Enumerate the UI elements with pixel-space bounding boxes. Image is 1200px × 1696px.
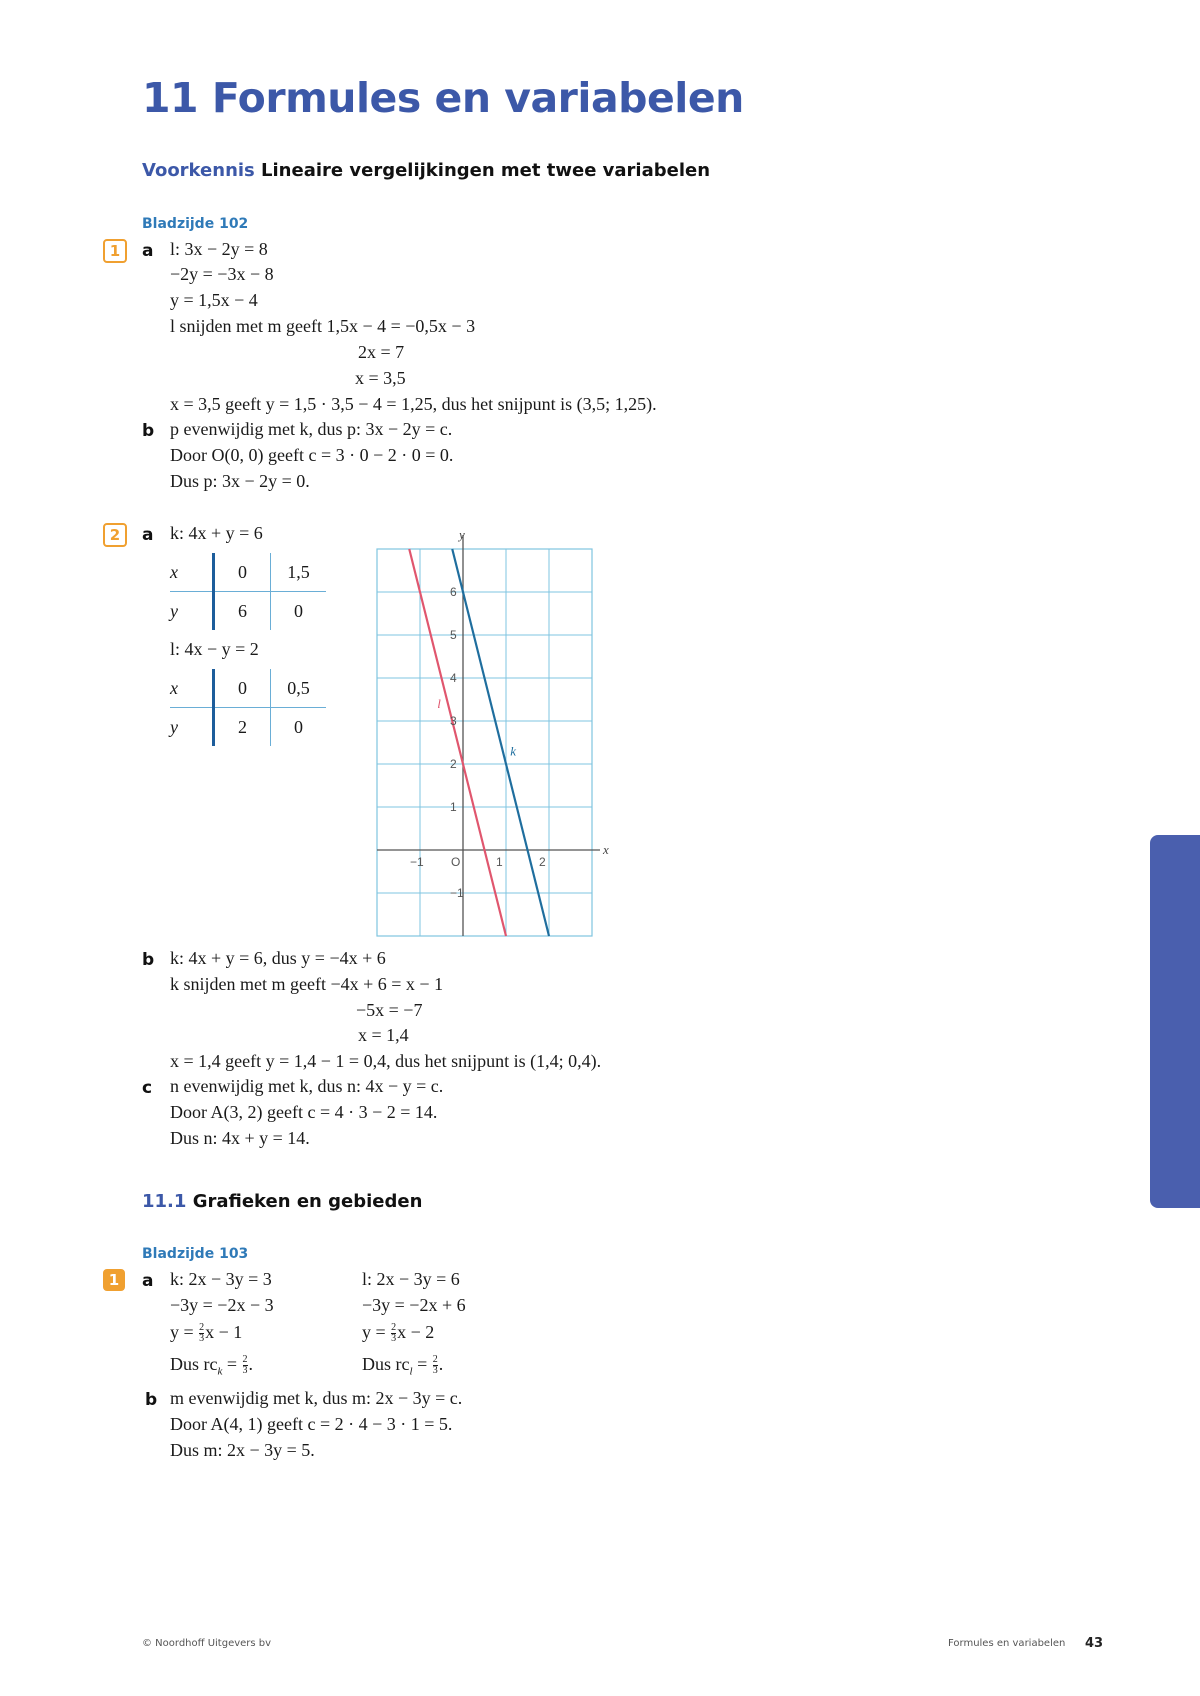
exercise-number: 1	[103, 1269, 125, 1291]
equation-line: Door A(4, 1) geeft c = 2 · 4 − 3 · 1 = 5.	[170, 1414, 453, 1434]
exercise-number: 2	[103, 523, 127, 547]
line-label-k: k	[510, 743, 517, 759]
section-title: Grafieken en gebieden	[192, 1191, 423, 1212]
equation-line: Dus m: 2x − 3y = 5.	[170, 1440, 315, 1460]
equation-line: l snijden met m geeft 1,5x − 4 = −0,5x − 3	[170, 316, 476, 336]
equation-line: l: 4x − y = 2	[170, 639, 259, 659]
chapter-side-tab	[1150, 835, 1200, 1208]
part-label: b	[145, 1390, 158, 1410]
y-tick-label: 6	[450, 585, 457, 599]
page-reference: Bladzijde 102	[142, 216, 249, 232]
equation-line: k: 4x + y = 6, dus y = −4x + 6	[170, 948, 386, 968]
table-cell: x	[170, 669, 214, 708]
equation-line: k: 4x + y = 6	[170, 523, 263, 543]
equation-line: k snijden met m geeft −4x + 6 = x − 1	[170, 974, 444, 994]
part-label: c	[142, 1078, 153, 1098]
equation-line: Door A(3, 2) geeft c = 4 · 3 − 2 = 14.	[170, 1102, 438, 1122]
equation-line: −2y = −3x − 8	[170, 264, 274, 284]
section-number: 11.1	[142, 1191, 187, 1212]
equation-line: Dus p: 3x − 2y = 0.	[170, 471, 310, 491]
equation-line: Door O(0, 0) geeft c = 3 · 0 − 2 · 0 = 0.	[170, 445, 454, 465]
equation-line: l: 2x − 3y = 6	[362, 1269, 460, 1289]
equation-line: x = 1,4	[358, 1025, 409, 1045]
equation-line: y = $\frac{2}{3}$ x − 1	[170, 1322, 243, 1345]
line-label-l: l	[437, 696, 441, 712]
table-cell: 2	[214, 708, 271, 747]
value-table-l	[170, 669, 326, 746]
part-label: a	[142, 241, 154, 261]
part-label: b	[142, 421, 155, 441]
section-heading	[142, 160, 710, 181]
y-tick-label: 2	[450, 757, 457, 771]
y-tick-label: 3	[450, 714, 457, 728]
equation-line: y = $\frac{2}{3}$ x − 2	[362, 1322, 435, 1345]
equation-line: y = 1,5x − 4	[170, 290, 258, 310]
graph-grid	[377, 549, 592, 936]
part-label: a	[142, 525, 154, 545]
table-cell: 0	[271, 708, 327, 747]
equation-line: x = 1,4 geeft y = 1,4 − 1 = 0,4, dus het snijpunt is (1,4; 0,4).	[170, 1051, 602, 1071]
page-reference: Bladzijde 103	[142, 1246, 249, 1262]
equation-line: k: 2x − 3y = 3	[170, 1269, 272, 1289]
equation-line: Dus n: 4x + y = 14.	[170, 1128, 310, 1148]
voorkennis-label: Voorkennis	[142, 160, 255, 181]
fraction: $\frac{2}{3}$	[432, 1354, 438, 1377]
equation-line: l: 3x − 2y = 8	[170, 239, 268, 259]
table-cell: 0,5	[271, 669, 327, 708]
equation-line: −3y = −2x − 3	[170, 1295, 274, 1315]
table-cell: x	[170, 553, 214, 592]
fraction: $\frac{2}{3}$	[242, 1354, 248, 1377]
equation-line: Dus $rc_k$ = $\frac{2}{3}$ .	[170, 1354, 254, 1378]
y-tick-label: 4	[450, 671, 457, 685]
voorkennis-title: Lineaire vergelijkingen met twee variabelen	[261, 160, 711, 181]
copyright: © Noordhoff Uitgevers bv	[142, 1638, 272, 1649]
coordinate-graph	[370, 525, 620, 945]
footer-chapter: Formules en variabelen	[948, 1638, 1066, 1649]
equation-line: x = 3,5	[355, 368, 406, 388]
equation-line: p evenwijdig met k, dus p: 3x − 2y = c.	[170, 419, 453, 439]
y-axis-label: y	[459, 527, 465, 542]
table-cell: 0	[271, 592, 327, 631]
page-title: 11 Formules en variabelen	[142, 74, 744, 122]
equation-line: n evenwijdig met k, dus n: 4x − y = c.	[170, 1076, 444, 1096]
part-label: a	[142, 1271, 154, 1291]
equation-line: x = 3,5 geeft y = 1,5 · 3,5 − 4 = 1,25, dus het snijpunt is (3,5; 1,25).	[170, 394, 657, 414]
table-cell: 0	[214, 553, 271, 592]
x-tick-label: 2	[539, 855, 546, 869]
x-axis-label: x	[603, 842, 609, 857]
fraction: $\frac{2}{3}$	[391, 1322, 397, 1345]
equation-line: −3y = −2x + 6	[362, 1295, 466, 1315]
table-cell: 6	[214, 592, 271, 631]
table-cell: 1,5	[271, 553, 327, 592]
equation-line: m evenwijdig met k, dus m: 2x − 3y = c.	[170, 1388, 463, 1408]
equation-line: 2x = 7	[358, 342, 405, 362]
y-tick-label: 5	[450, 628, 457, 642]
exercise-number: 1	[103, 239, 127, 263]
equation-line: −5x = −7	[356, 1000, 423, 1020]
part-label: b	[142, 950, 155, 970]
table-cell: 0	[214, 669, 271, 708]
x-tick-label: O	[451, 855, 461, 869]
fraction: $\frac{2}{3}$	[199, 1322, 205, 1345]
x-tick-label: −1	[410, 855, 424, 869]
table-cell: y	[170, 600, 178, 621]
grid-frame	[377, 549, 592, 936]
value-table-k	[170, 553, 326, 630]
y-tick-label: −1	[450, 886, 464, 900]
x-tick-label: 1	[496, 855, 503, 869]
equation-line: Dus $rc_l$ = $\frac{2}{3}$ .	[362, 1354, 444, 1378]
y-tick-label: 1	[450, 800, 457, 814]
table-cell: y	[170, 716, 178, 737]
page-number: 43	[1085, 1636, 1104, 1651]
section-heading	[142, 1191, 422, 1212]
